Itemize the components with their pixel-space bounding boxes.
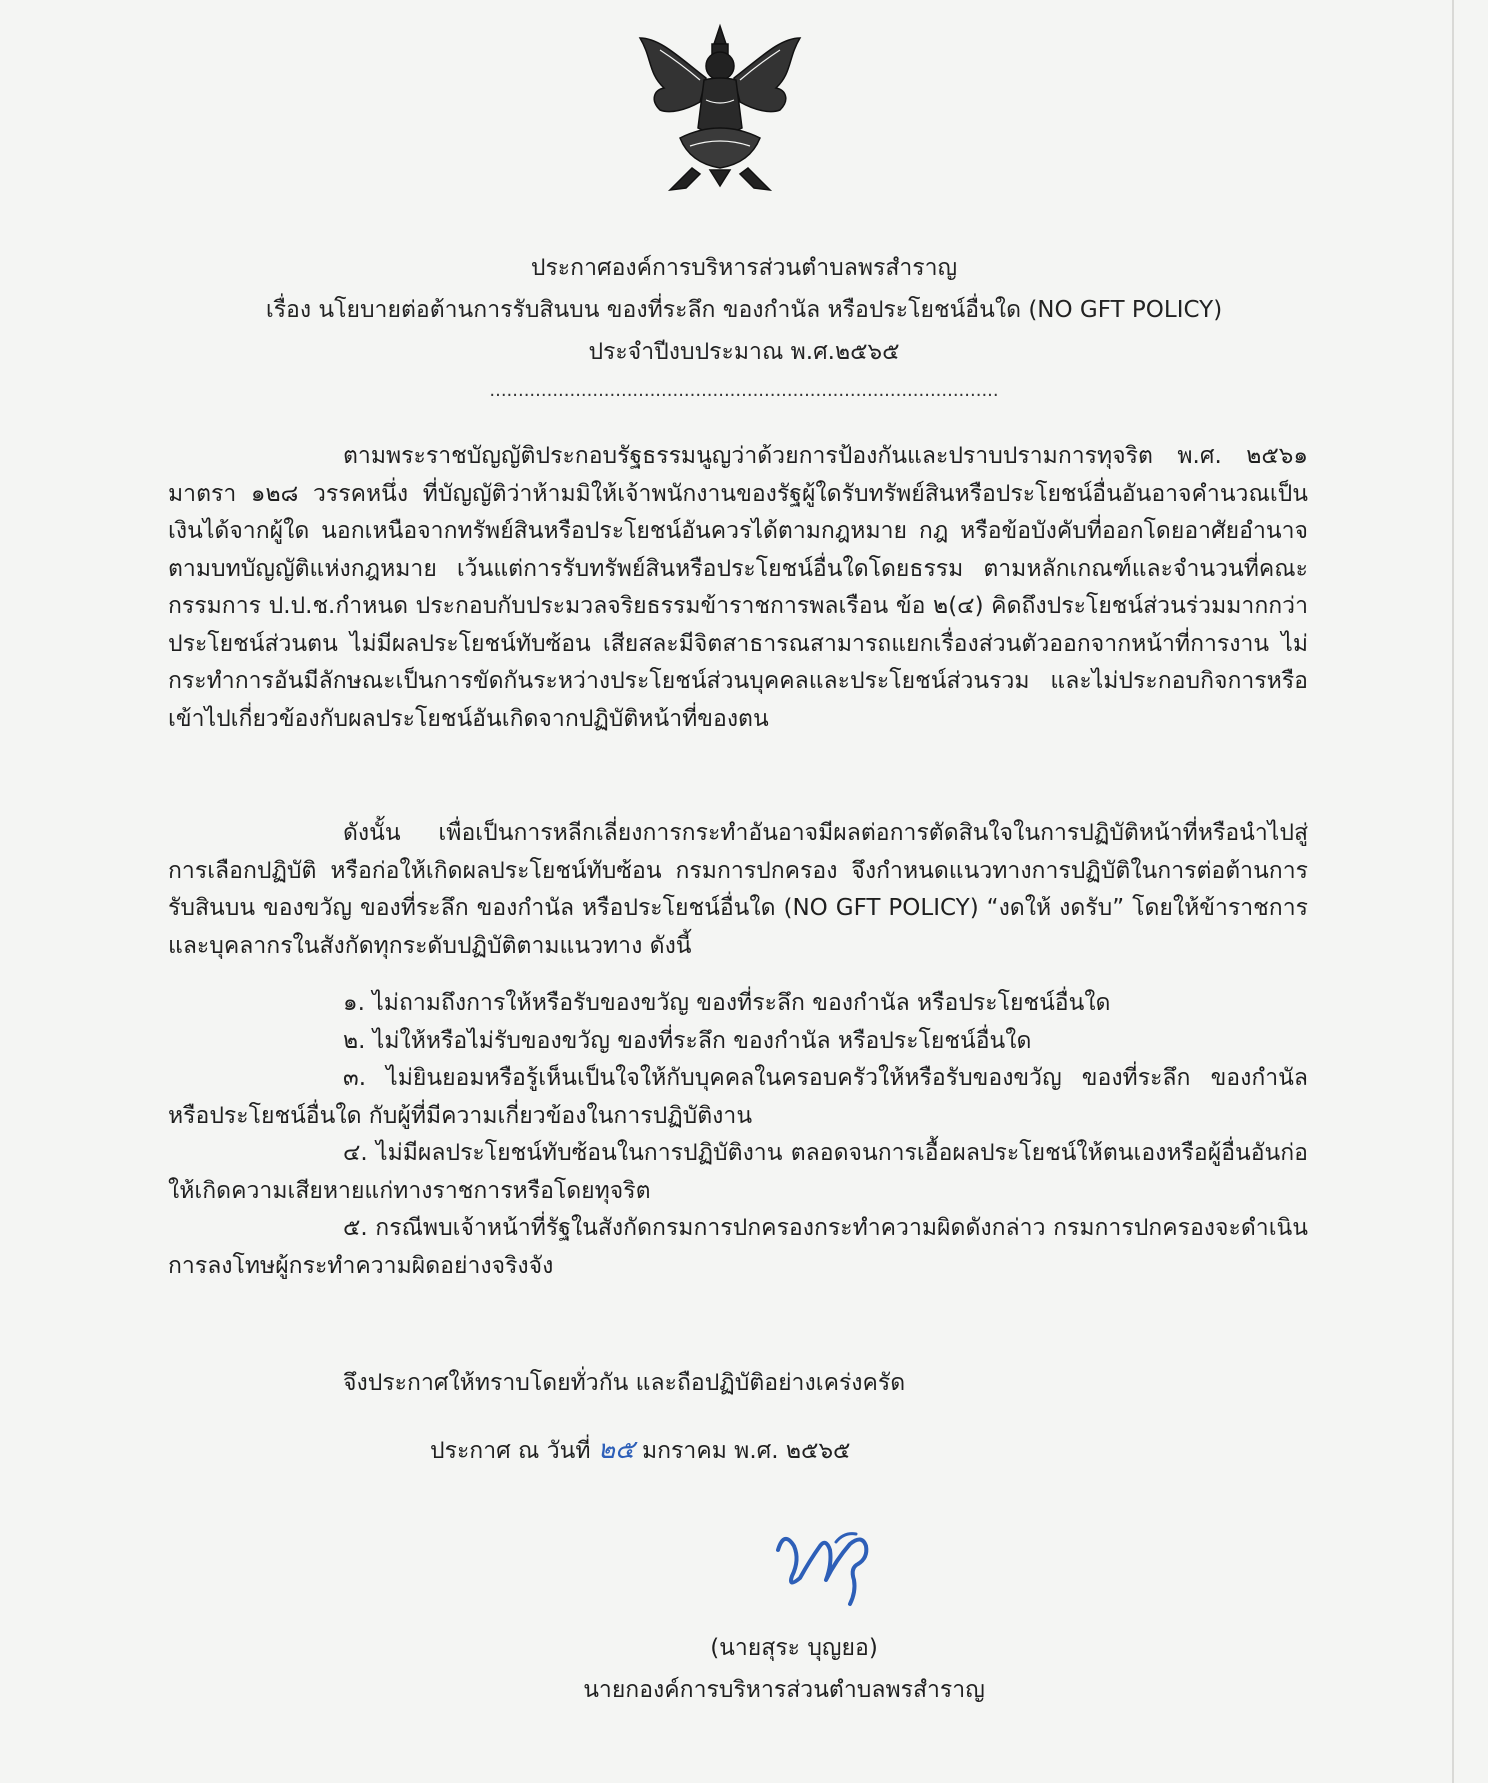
body-paragraph-1 bbox=[168, 438, 1308, 738]
closing-text: จึงประกาศให้ทราบโดยทั่วกัน และถือปฏิบัติอย่างเคร่งครัด bbox=[343, 1370, 906, 1396]
fiscal-year-line: ประจำปีงบประมาณ พ.ศ.๒๕๖๕ bbox=[588, 339, 900, 365]
date-day-handwritten: ๒๕ bbox=[597, 1435, 635, 1465]
signer-name: (นายสุระ บุญยอ) bbox=[710, 1635, 878, 1661]
closing-paragraph bbox=[168, 1365, 1308, 1403]
paragraph-text: ตามพระราชบัญญัติประกอบรัฐธรรมนูญว่าด้วยการป้องกันและปราบปรามการทุจริต พ.ศ. ๒๕๖๑ มาตรา ๑๒๘ วรรคหนึ่ง ที่บัญญัติว่าห้ามมิให้เจ้าพนักงานของรัฐผู้ใดรับทรัพย์สินหรือประโยชน์อื่นอันอาจคำนวณเป็นเงินได้จากผู้ใด นอกเหนือจากทรัพย์สินหรือประโยชน์อันควรได้ตามกฎหมาย กฎ หรือข้อบังคับที่ออกโดยอาศัยอำนาจตามบทบัญญัติแห่งกฎหมาย เว้นแต่การรับทรัพย์สินหรือประโยชน์อื่นใดโดยธรรม ตามหลักเกณฑ์และจำนวนที่คณะกรรมการ ป.ป.ช.กำหนด ประกอบกับประมวลจริยธรรมข้าราชการพลเรือน ข้อ ๒(๔) คิดถึงประโยชน์ส่วนร่วมมากกว่าประโยชน์ส่วนตน ไม่มีผลประโยชน์ทับซ้อน เสียสละมีจิตสาธารณสามารถแยกเรื่องส่วนตัวออกจากหน้าที่การงาน ไม่กระทำการอันมีลักษณะเป็นการขัดกันระหว่างประโยชน์ส่วนบุคคลและประโยชน์ส่วนรวม และไม่ประกอบกิจการหรือเข้าไปเกี่ยวข้องกับผลประโยชน์อันเกิดจากปฏิบัติหน้าที่ของตน bbox=[168, 443, 1308, 732]
list-item: ๔. ไม่มีผลประโยชน์ทับซ้อนในการปฏิบัติงาน ตลอดจนการเอื้อผลประโยชน์ให้ตนเองหรือผู้อื่นอันก่อให้เกิดความเสียหายแก่ทางราชการหรือโดยทุจริต bbox=[168, 1140, 1308, 1204]
date-suffix: มกราคม พ.ศ. ๒๕๖๕ bbox=[641, 1438, 851, 1464]
announcement-date bbox=[430, 1432, 850, 1469]
separator-dots: ......................................................................................... bbox=[489, 380, 999, 401]
body-paragraph-2 bbox=[168, 815, 1308, 965]
list-item: ๑. ไม่ถามถึงการให้หรือรับของขวัญ ของที่ระลึก ของกำนัล หรือประโยชน์อื่นใด bbox=[343, 990, 1111, 1016]
handwritten-signature-icon bbox=[770, 1520, 880, 1610]
guideline-list bbox=[168, 985, 1308, 1285]
announcement-title: ประกาศองค์การบริหารส่วนตำบลพรสำราญ bbox=[530, 255, 958, 281]
list-item: ๕. กรณีพบเจ้าหน้าที่รัฐในสังกัดกรมการปกครองกระทำความผิดดังกล่าว กรมการปกครองจะดำเนินการลงโทษผู้กระทำความผิดอย่างจริงจัง bbox=[168, 1215, 1308, 1279]
announcement-subject: เรื่อง นโยบายต่อต้านการรับสินบน ของที่ระลึก ของกำนัล หรือประโยชน์อื่นใด (NO GFT POLICY) bbox=[265, 297, 1223, 323]
signer-position: นายกองค์การบริหารส่วนตำบลพรสำราญ bbox=[583, 1677, 985, 1703]
list-item: ๒. ไม่ให้หรือไม่รับของขวัญ ของที่ระลึก ของกำนัล หรือประโยชน์อื่นใด bbox=[343, 1027, 1032, 1054]
date-prefix: ประกาศ ณ วันที่ bbox=[430, 1438, 591, 1464]
list-item: ๓. ไม่ยินยอมหรือรู้เห็นเป็นใจให้กับบุคคลในครอบครัวให้หรือรับของขวัญ ของที่ระลึก ของกำนัลหรือประโยชน์อื่นใด กับผู้ที่มีความเกี่ยวข้องในการปฏิบัติงาน bbox=[168, 1065, 1308, 1129]
paragraph-text: ดังนั้น เพื่อเป็นการหลีกเลี่ยงการกระทำอันอาจมีผลต่อการตัดสินใจในการปฏิบัติหน้าที่หรือนำไปสู่การเลือกปฏิบัติ หรือก่อให้เกิดผลประโยชน์ทับซ้อน กรมการปกครอง จึงกำหนดแนวทางการปฏิบัติในการต่อต้านการรับสินบน ของขวัญ ของที่ระลึก ของกำนัล หรือประโยชน์อื่นใด (NO GFT POLICY) “งดให้ งดรับ” โดยให้ข้าราชการและบุคลากรในสังกัดทุกระดับปฏิบัติตามแนวทาง ดังนี้ bbox=[168, 820, 1308, 959]
garuda-emblem-icon bbox=[630, 18, 810, 198]
